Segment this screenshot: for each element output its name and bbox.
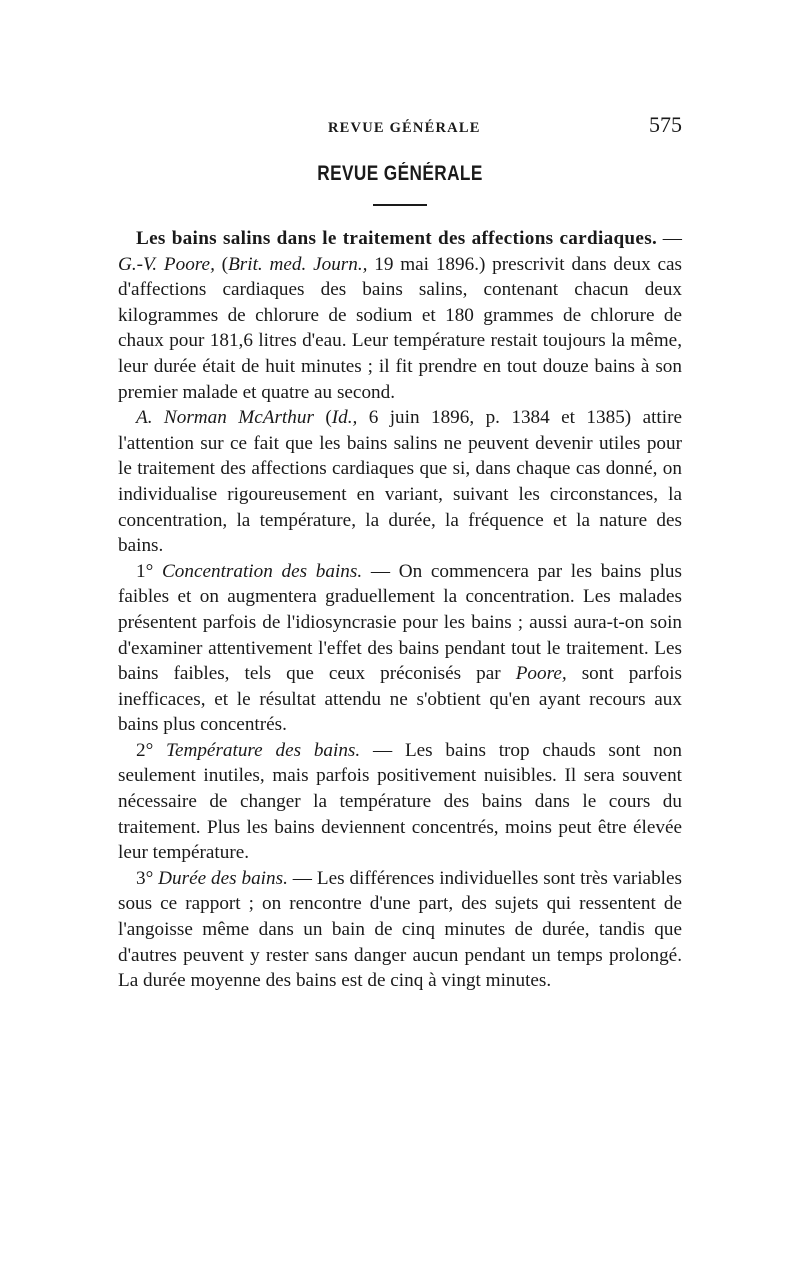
running-head [118, 108, 682, 142]
paragraph-3 [118, 559, 682, 738]
running-head-title: REVUE GÉNÉRALE [328, 120, 481, 136]
paragraph-4-text: — Les bains trop chauds sont non seulement inutiles, mais parfois positivement nuisibles. Il sera souvent nécessaire de changer la température des bains dans le cours du traitement. Plus les bains deviennent concentrés, moins peut être élevée leur température. [118, 739, 682, 864]
paragraph-2-paren: ( [313, 407, 332, 429]
paragraph-5-number: 3° [136, 867, 159, 889]
paragraph-2 [118, 405, 682, 559]
section-title: REVUE GÉNÉRALE [317, 162, 483, 185]
paragraph-2-text: 6 juin 1896, p. 1384 et 1385) attire l'attention sur ce fait que les bains salins ne peuvent devenir utiles pour le traitement des affections cardiaques que si, dans chaque cas donné, on individualise rigoureusement en variant, suivant les circonstances, la concentration, la température, la durée, la fréquence et la nature des bains. [118, 407, 683, 557]
paren-open: ( [214, 253, 229, 275]
title-rule [373, 204, 427, 206]
paragraph-4-number: 2° [136, 739, 167, 761]
paragraph-1 [118, 226, 682, 405]
article-author: G.-V. Poore, [118, 253, 215, 275]
paragraph-3-poore: Poore, [515, 663, 567, 685]
page [118, 108, 682, 994]
paragraph-3-text-a: — On commencera par les bains plus faibles et on augmentera graduellement la concentration. Les malades présentent parfois de l'idiosyncrasie pour les bains ; aussi aura-t-on soin d'examiner attentivement l'effet des bains pendant tout le traitement. Les bains faibles, tels que ceux préconisés par [118, 560, 682, 685]
paragraph-5-text: — Les différences individuelles sont très variables sous ce rapport ; on rencontre d'une part, des sujets qui ressentent de l'angoisse même dans un bain de cinq minutes de durée, tandis que d'autres peuvent y rester sans danger aucun pendant un temps prolongé. La durée moyenne des bains est de cinq à vingt minutes. [118, 867, 682, 992]
article-title: Les bains salins dans le traitement des affections cardiaques. [136, 228, 658, 249]
paragraph-4-heading: Température des bains. [166, 739, 361, 761]
paragraph-1-text: 19 mai 1896.) prescrivit dans deux cas d'affections cardiaques des bains salins, contenant chacun deux kilogrammes de chlorure de sodium et 180 grammes de chlorure de chaux pour 181,6 litres d'eau. Leur température restait toujours la même, leur durée était de huit minutes ; il fit prendre en tout douze bains à son premier malade et quatre au second. [118, 253, 683, 403]
paragraph-4 [118, 738, 682, 866]
paragraph-5 [118, 866, 682, 994]
paragraph-2-id: Id., [331, 407, 358, 429]
paragraph-2-author: A. Norman McArthur [136, 407, 314, 429]
journal-name: Brit. med. Journ., [228, 253, 368, 275]
paragraph-3-number: 1° [136, 560, 162, 582]
paragraph-3-heading: Concentration des bains. [161, 560, 363, 582]
article-dash: — [657, 228, 682, 249]
paragraph-3-text-b: sont parfois inefficaces, et le résultat attendu ne s'obtient qu'en ayant recours aux bains plus concentrés. [118, 663, 682, 736]
paragraph-5-heading: Durée des bains. [158, 867, 288, 889]
article-body [118, 226, 682, 994]
page-number: 575 [649, 112, 682, 137]
